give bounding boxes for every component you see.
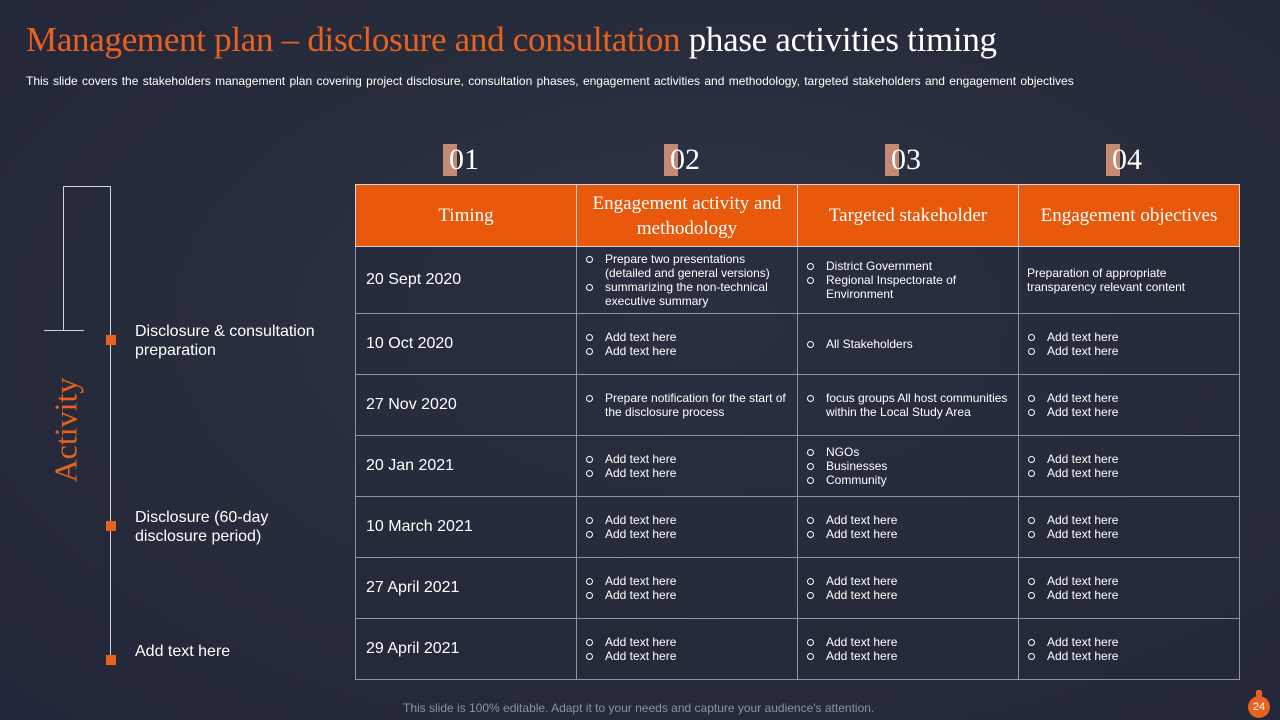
cell-stakeholder xyxy=(798,436,1019,497)
bullet-item: Add text here xyxy=(806,513,1010,527)
page-number: 24 xyxy=(1248,696,1270,718)
slide-subtitle: This slide covers the stakeholders management plan covering project disclosure, consultation phases, engagement activities and methodology, targeted stakeholders and engagement objectives xyxy=(26,74,1074,88)
bullet-item: Add text here xyxy=(585,574,789,588)
cell-activity xyxy=(577,436,798,497)
table-row xyxy=(356,314,1240,375)
activity-bracket xyxy=(63,186,111,330)
bullet-item: NGOs xyxy=(806,445,1010,459)
cell-objectives xyxy=(1019,558,1240,619)
step-digits: 04 xyxy=(1112,143,1142,176)
bullet-item: Add text here xyxy=(585,588,789,602)
cell-stakeholder xyxy=(798,497,1019,558)
bullet-item: summarizing the non-technical executive summary xyxy=(585,280,789,308)
activity-item-1: Disclosure & consultation preparation xyxy=(135,323,315,359)
cell-objectives xyxy=(1019,436,1240,497)
bullet-item: Regional Inspectorate of Environment xyxy=(806,273,1010,301)
cell-objectives xyxy=(1019,497,1240,558)
bullet-item: Add text here xyxy=(1027,527,1231,541)
bullet-item: Prepare two presentations (detailed and general versions) xyxy=(585,252,789,280)
table-row xyxy=(356,436,1240,497)
activity-item-3: Add text here xyxy=(135,643,231,660)
activity-label: Activity xyxy=(47,377,84,483)
bullet-item: Add text here xyxy=(806,588,1010,602)
activity-bracket-foot xyxy=(44,330,84,331)
bullet-item: Add text here xyxy=(1027,405,1231,419)
cell-stakeholder xyxy=(798,314,1019,375)
bullet-item: focus groups All host communities within the Local Study Area xyxy=(806,391,1010,419)
table-row xyxy=(356,247,1240,314)
table-header-row xyxy=(356,185,1240,247)
bullet-item: Add text here xyxy=(806,527,1010,541)
bullet-item: Add text here xyxy=(1027,635,1231,649)
cell-stakeholder xyxy=(798,619,1019,680)
bullet-item: Community xyxy=(806,473,1010,487)
title-rest: phase activities timing xyxy=(680,20,997,59)
bullet-item: Add text here xyxy=(585,635,789,649)
bullet-item: Add text here xyxy=(1027,344,1231,358)
activity-marker-2 xyxy=(106,521,116,531)
bullet-item: Add text here xyxy=(1027,574,1231,588)
bullet-item: Add text here xyxy=(1027,588,1231,602)
bullet-item: Add text here xyxy=(585,330,789,344)
cell-stakeholder xyxy=(798,247,1019,314)
cell-date: 27 April 2021 xyxy=(356,558,577,619)
header-engagement-activity: Engagement activity and methodology xyxy=(577,185,798,247)
cell-objectives xyxy=(1019,314,1240,375)
bullet-item: Add text here xyxy=(806,649,1010,663)
bullet-item: Businesses xyxy=(806,459,1010,473)
slide-title xyxy=(26,20,997,60)
bullet-item: Add text here xyxy=(585,452,789,466)
step-number-1 xyxy=(443,144,523,176)
activity-marker-1 xyxy=(106,335,116,345)
cell-activity xyxy=(577,558,798,619)
cell-activity xyxy=(577,314,798,375)
step-digits: 01 xyxy=(449,143,479,176)
header-targeted-stakeholder: Targeted stakeholder xyxy=(798,185,1019,247)
bullet-item: Add text here xyxy=(806,635,1010,649)
cell-activity xyxy=(577,375,798,436)
cell-stakeholder xyxy=(798,375,1019,436)
cell-stakeholder xyxy=(798,558,1019,619)
activity-marker-3 xyxy=(106,655,116,665)
cell-date: 20 Jan 2021 xyxy=(356,436,577,497)
step-number-4 xyxy=(1106,144,1186,176)
table-row xyxy=(356,497,1240,558)
bullet-item: Add text here xyxy=(585,466,789,480)
table-row xyxy=(356,375,1240,436)
cell-date: 20 Sept 2020 xyxy=(356,247,577,314)
bullet-item: Add text here xyxy=(1027,452,1231,466)
bullet-item: Add text here xyxy=(585,513,789,527)
cell-activity xyxy=(577,497,798,558)
cell-date: 10 March 2021 xyxy=(356,497,577,558)
bullet-item: Add text here xyxy=(1027,513,1231,527)
bullet-item: Add text here xyxy=(585,649,789,663)
bullet-item: Add text here xyxy=(585,344,789,358)
table-row xyxy=(356,558,1240,619)
activity-timeline-line xyxy=(110,330,111,660)
cell-objectives xyxy=(1019,619,1240,680)
cell-date: 10 Oct 2020 xyxy=(356,314,577,375)
bullet-item: Prepare notification for the start of the disclosure process xyxy=(585,391,789,419)
cell-objectives xyxy=(1019,375,1240,436)
bullet-item: District Government xyxy=(806,259,1010,273)
cell-activity xyxy=(577,247,798,314)
cell-objectives xyxy=(1019,247,1240,314)
bullet-item: Add text here xyxy=(1027,391,1231,405)
header-engagement-objectives: Engagement objectives xyxy=(1019,185,1240,247)
title-accent: Management plan – disclosure and consultation xyxy=(26,20,681,59)
objective-text: Preparation of appropriate transparency relevant content xyxy=(1027,266,1186,294)
bullet-item: Add text here xyxy=(806,574,1010,588)
footer-note: This slide is 100% editable. Adapt it to your needs and capture your audience's attention. xyxy=(403,701,875,715)
bullet-item: Add text here xyxy=(585,527,789,541)
plan-table xyxy=(355,184,1240,680)
bullet-item: Add text here xyxy=(1027,330,1231,344)
step-digits: 02 xyxy=(670,143,700,176)
step-number-3 xyxy=(885,144,965,176)
table-row xyxy=(356,619,1240,680)
bullet-item: All Stakeholders xyxy=(806,337,1010,351)
step-digits: 03 xyxy=(891,143,921,176)
activity-item-2: Disclosure (60-day disclosure period) xyxy=(135,509,269,545)
bullet-item: Add text here xyxy=(1027,466,1231,480)
bullet-item: Add text here xyxy=(1027,649,1231,663)
cell-activity xyxy=(577,619,798,680)
cell-date: 29 April 2021 xyxy=(356,619,577,680)
step-number-2 xyxy=(664,144,744,176)
cell-date: 27 Nov 2020 xyxy=(356,375,577,436)
header-timing: Timing xyxy=(356,185,577,247)
